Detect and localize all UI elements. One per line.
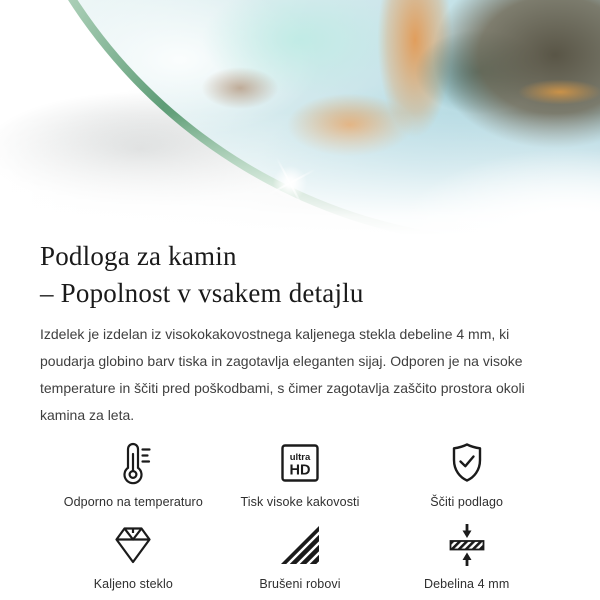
feature-label: Ščiti podlago <box>430 495 504 509</box>
thermometer-icon <box>109 439 157 487</box>
feature-protection <box>383 439 550 509</box>
feature-label: Tisk visoke kakovosti <box>240 495 360 509</box>
title-line-1: Podloga za kamin <box>40 241 237 271</box>
content-section <box>0 238 600 591</box>
ultra-hd-text-top: ultra <box>289 452 311 463</box>
feature-print-quality <box>217 439 384 509</box>
feature-thickness <box>383 521 550 591</box>
title-line-2: – Popolnost v vsakem detajlu <box>40 278 364 308</box>
feature-temperature <box>50 439 217 509</box>
brushed-edges-icon <box>276 521 324 569</box>
product-description: Izdelek je izdelan iz visokokakovostnega kaljenega stekla debeline 4 mm, ki poudarja globino barv tiska in zagotavlja eleganten sijaj. Odporen je na visoke temperature in ščiti pred poškodbami, s čimer zagotavlja zaščito prostora okoli kamina za leta. <box>40 326 525 423</box>
feature-tempered-glass <box>50 521 217 591</box>
feature-label: Kaljeno steklo <box>93 577 173 591</box>
feature-label: Odporno na temperaturo <box>63 495 203 509</box>
diamond-icon <box>109 521 157 569</box>
hero-image <box>0 0 600 235</box>
feature-polished-edges <box>217 521 384 591</box>
thickness-4mm-icon <box>443 521 491 569</box>
ultra-hd-text-bottom: HD <box>289 462 311 479</box>
feature-label: Debelina 4 mm <box>423 577 510 591</box>
page-title <box>40 238 560 312</box>
ultra-hd-icon <box>276 439 324 487</box>
shield-check-icon <box>443 439 491 487</box>
sparkle-highlight <box>261 154 319 212</box>
feature-label: Brušeni robovi <box>259 577 341 591</box>
features-grid <box>40 439 560 591</box>
